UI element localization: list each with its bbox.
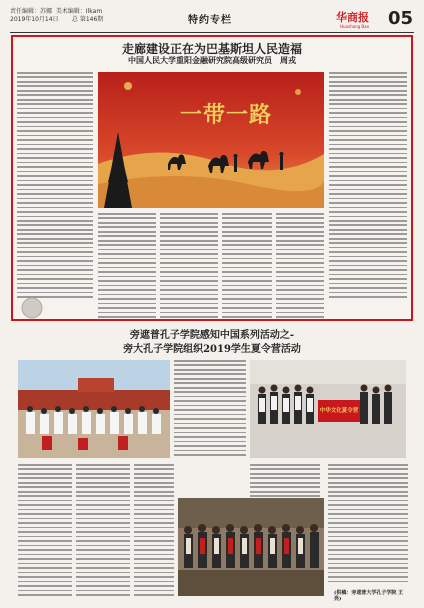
newspaper-brand: 华商报 — [336, 11, 369, 24]
article1-byline: 中国人民大学重阳金融研究院高级研究员 周戎 — [128, 55, 296, 65]
article2-title-line2: 旁大孔子学院组织2019学生夏令营活动 — [123, 344, 301, 355]
masthead-meta — [10, 8, 103, 23]
editor-label: 责任编辑：苏娜 — [10, 8, 53, 15]
article1-column-right — [329, 72, 407, 301]
article1-column-b2 — [160, 213, 218, 321]
page-number: 05 — [388, 8, 414, 29]
article2-column-1 — [18, 464, 72, 599]
art-editor-label: 美术编辑：Ilkam — [55, 8, 103, 15]
group-photo-indoor — [178, 498, 324, 596]
article2-column-5 — [328, 464, 408, 585]
group-photo-banner — [250, 360, 406, 458]
issue-date: 2019年10月14日 — [10, 15, 59, 23]
article1-column-b3 — [222, 213, 272, 321]
photo-caption: (供稿：旁遮普大学孔子学院 王亮) — [334, 590, 404, 602]
decorative-circle-icon — [20, 296, 44, 320]
newspaper-brand-en: Huashang Bao — [340, 24, 370, 29]
masthead — [10, 6, 414, 33]
belt-road-illustration — [98, 72, 324, 208]
article2-column-2 — [76, 464, 130, 599]
article1-column-b1 — [98, 213, 156, 321]
camp-banner: 中华文化夏令营 — [319, 408, 359, 414]
article1-column-left — [17, 72, 93, 301]
article2-title-line1: 旁遮普孔子学院感知中国系列活动之- — [129, 330, 295, 341]
article2-column-mid — [174, 360, 246, 459]
illustration-slogan: 一带一路 — [180, 102, 273, 128]
article1-title: 走廊建设正在为巴基斯坦人民造福 — [121, 42, 302, 56]
group-photo-tiananmen — [18, 360, 170, 458]
section-title: 特约专栏 — [188, 15, 232, 26]
issue-number: 总 第146期 — [71, 15, 104, 23]
article2-column-3 — [134, 464, 174, 599]
article1-column-b4 — [276, 213, 324, 321]
